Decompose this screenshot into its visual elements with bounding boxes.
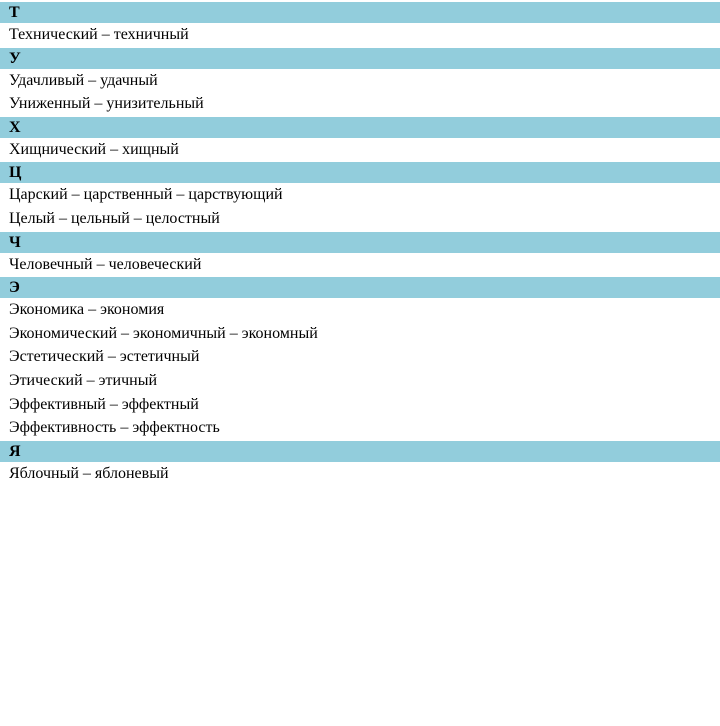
paronym-pair: Технический – техничный: [9, 26, 189, 43]
paronym-pair: Этический – этичный: [9, 371, 158, 389]
paronym-pair: Эстетический – эстетичный: [9, 348, 200, 366]
paronym-pair: Целый – цельный – целостный: [9, 209, 220, 227]
paronym-pair: Эффективность – эффектность: [9, 419, 220, 437]
paronym-pair: Человечный – человеческий: [9, 255, 202, 273]
section-letter-header: Ц: [0, 162, 720, 183]
section-letter-header: Я: [0, 441, 720, 462]
paronym-pair: Эффективный – эффектный: [9, 395, 199, 413]
section-letter-header: Ч: [0, 232, 720, 253]
section-letter-header: Э: [0, 277, 720, 298]
paronym-pair: Экономика – экономия: [9, 301, 165, 319]
paronym-pair: Хищнический – хищный: [9, 140, 179, 158]
section-letter-header: Х: [0, 117, 720, 138]
section-letter-header: Т: [0, 2, 720, 23]
paronym-pair: Униженный – унизительный: [9, 95, 204, 113]
section-letter-header: У: [0, 48, 720, 69]
paronym-pair: Удачливый – удачный: [9, 71, 158, 89]
paronym-pair: Экономический – экономичный – экономный: [9, 324, 318, 342]
paronym-pair: Яблочный – яблоневый: [9, 464, 169, 482]
paronym-pair: Царский – царственный – царствующий: [9, 186, 283, 204]
